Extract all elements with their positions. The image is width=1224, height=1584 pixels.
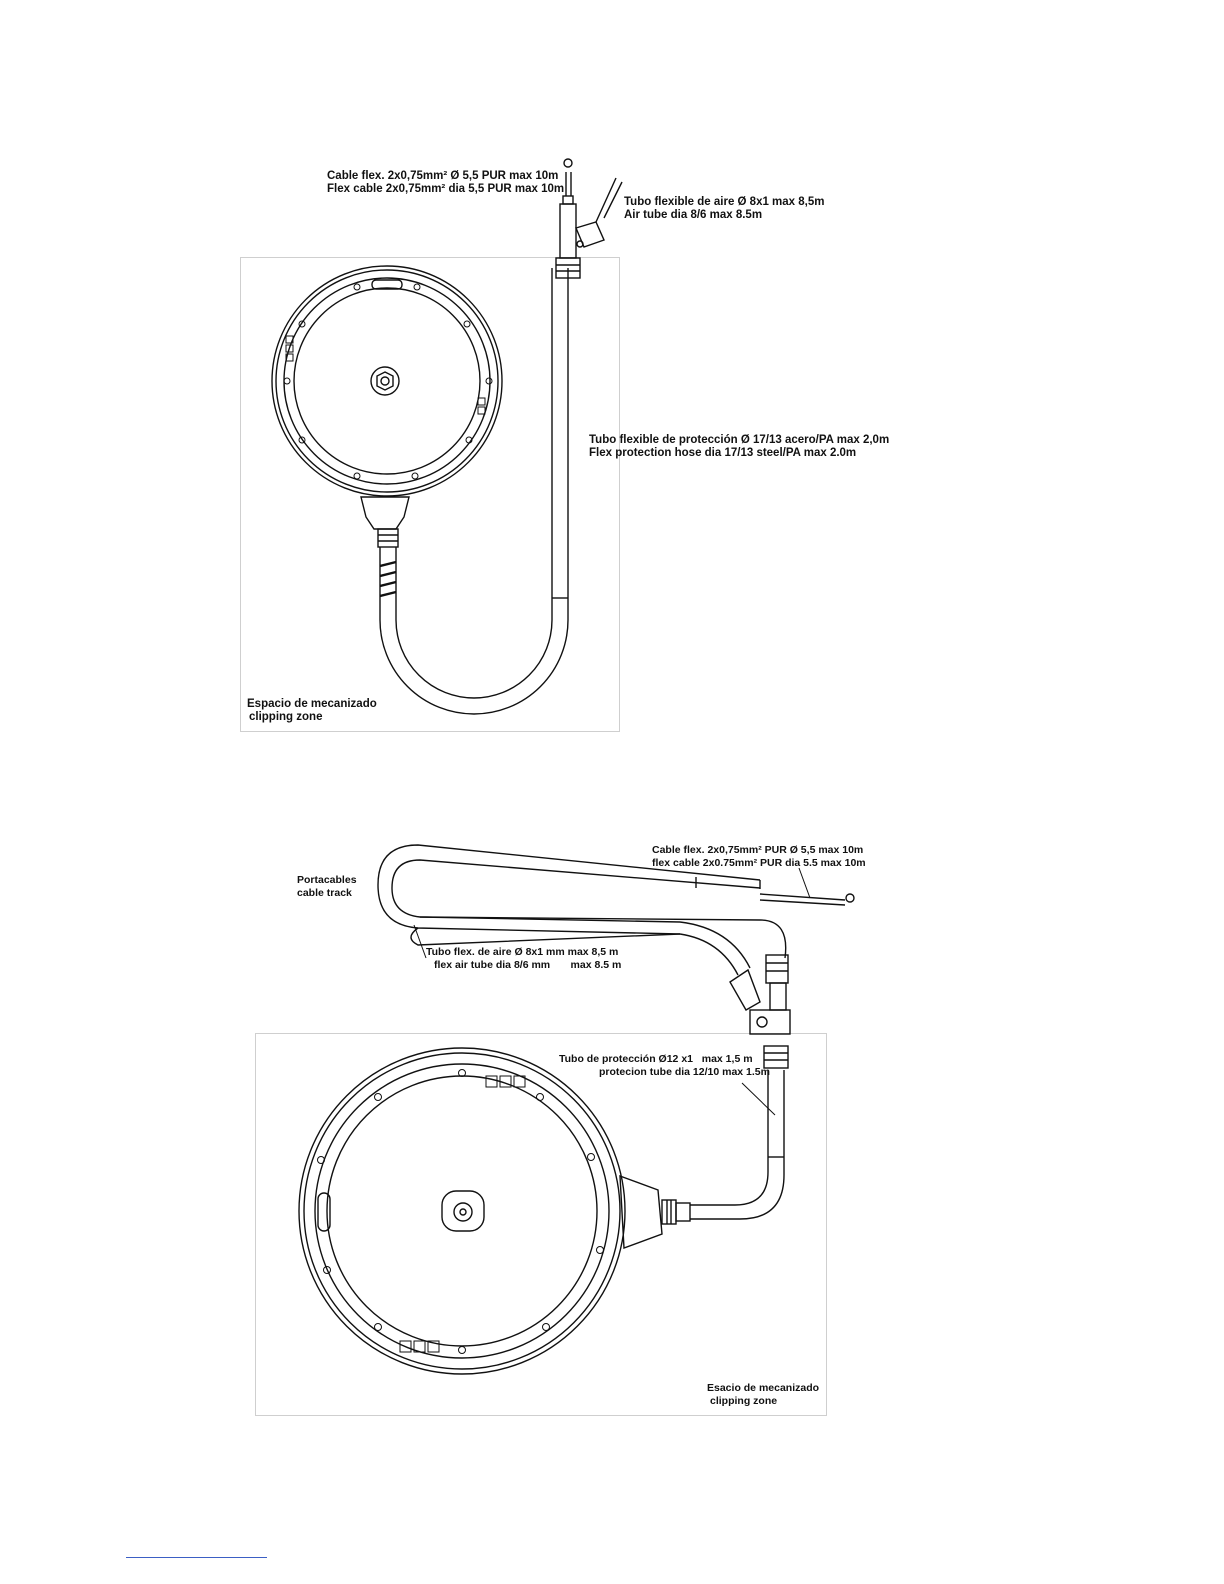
top-zone-label-en: clipping zone: [249, 711, 323, 723]
bottom-zone-label-en: clipping zone: [710, 1395, 778, 1407]
top-zone-label-es: Espacio de mecanizado: [247, 698, 377, 710]
top-sensor-disc: [272, 266, 502, 547]
bottom-tube-label-es: Tubo de protección Ø12 x1 max 1,5 m: [559, 1053, 753, 1065]
bottom-zone-label: [707, 1382, 819, 1408]
top-protection-hose: [380, 159, 622, 714]
bottom-air-tube-label: [426, 946, 621, 972]
footnote-separator: [126, 1557, 267, 1558]
bottom-zone-label-es: Esacio de mecanizado: [707, 1382, 820, 1394]
bottom-air-tube-label-es: Tubo flex. de aire Ø 8x1 mm max 8,5 m: [426, 946, 619, 958]
bottom-sensor-disc: [299, 1048, 690, 1374]
bottom-cable-label: [652, 844, 866, 870]
top-air-tube-label-en: Air tube dia 8/6 max 8.5m: [624, 209, 763, 221]
top-air-tube-label: [624, 196, 824, 222]
top-hose-label: [589, 434, 889, 460]
top-hose-label-es: Tubo flexible de protección Ø 17/13 acero/PA max 2,0m: [589, 434, 890, 446]
bottom-track-label-es: Portacables: [297, 874, 357, 886]
top-cable-label-en: Flex cable 2x0,75mm² dia 5,5 PUR max 10m: [327, 183, 565, 195]
bottom-track-label-en: cable track: [297, 887, 352, 899]
top-cable-label: [327, 170, 564, 196]
bottom-protection-tube: [690, 955, 790, 1219]
bottom-track-label: [297, 874, 357, 900]
bottom-cable-label-es: Cable flex. 2x0,75mm² PUR Ø 5,5 max 10m: [652, 844, 864, 856]
top-hose-label-en: Flex protection hose dia 17/13 steel/PA max 2.0m: [589, 447, 857, 459]
top-zone-label: [247, 698, 377, 724]
bottom-tube-label-en: protecion tube dia 12/10 max 1.5m: [599, 1066, 770, 1078]
top-air-tube-label-es: Tubo flexible de aire Ø 8x1 max 8,5m: [624, 196, 825, 208]
bottom-cable-label-en: flex cable 2x0.75mm² PUR dia 5.5 max 10m: [652, 857, 866, 869]
top-cable-label-es: Cable flex. 2x0,75mm² Ø 5,5 PUR max 10m: [327, 170, 559, 182]
bottom-air-tube-label-en: flex air tube dia 8/6 mm max 8.5 m: [434, 959, 622, 971]
bottom-tube-label: [559, 1053, 770, 1079]
